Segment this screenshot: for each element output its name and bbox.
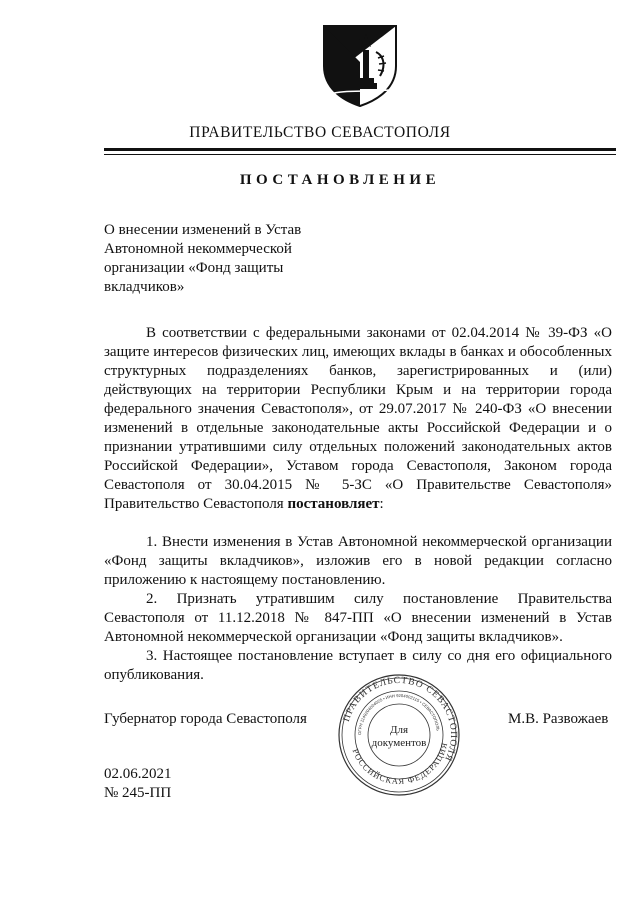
preamble-paragraph: [104, 324, 612, 514]
item-paragraph: 2. Признать утратившим силу постановление Правительства Севастополя от 11.12.2018 № 847-ПП «О внесении изменений в Устав Автономной некоммерческой организации «Фонд защиты вкладчиков».: [104, 591, 612, 645]
subject-line: организации «Фонд защиты: [104, 260, 284, 276]
document-number: № 245-ПП: [104, 785, 172, 801]
signatory-position: Губернатор города Севастополя: [104, 711, 307, 727]
subject-line: Автономной некоммерческой: [104, 241, 292, 257]
seal-bottom-text: РОССИЙСКАЯ ФЕДЕРАЦИЯ: [350, 740, 450, 787]
seal-outer-text: ПРАВИТЕЛЬСТВО СЕВАСТОПОЛЯ: [341, 675, 459, 764]
document-subject: [104, 221, 324, 297]
official-seal: [336, 672, 462, 798]
seal-center-line2: документов: [371, 737, 427, 749]
document-type-heading: ПОСТАНОВЛЕНИЕ: [239, 172, 441, 188]
document-date: 02.06.2021: [104, 766, 172, 782]
preamble-text: В соответствии с федеральными законами от 02.04.2014 № 39-ФЗ «О защите интересов физических лиц, имеющих вклады в банках и обособленных структурных подразделениях банков, зарегистрированных и (или) действующих на территории Республики Крым и на территории города федерального значения Севастополя», от 29.07.2017 № 240-ФЗ «О внесении изменений в отдельные законодательные акты Российской Федерации и о признании утратившими силу отдельных положений законодательных актов Российской Федерации», Уставом города Севастополя, Законом города Севастополя от 30.04.2015 № 5-ЗС «О Правительстве Севастополя» Правительство Севастополя: [104, 325, 612, 512]
signatory-name: М.В. Развожаев: [508, 711, 609, 727]
item-paragraph: 3. Настоящее постановление вступает в силу со дня его официального опубликования.: [104, 648, 612, 683]
decree-colon: :: [379, 496, 384, 512]
item-paragraph: 1. Внести изменения в Устав Автономной некоммерческой организации «Фонд защиты вкладчиков», изложив его в новой редакции согласно приложению к настоящему постановлению.: [104, 534, 612, 588]
organization-title: ПРАВИТЕЛЬСТВО СЕВАСТОПОЛЯ: [189, 124, 451, 141]
coat-of-arms-icon: [320, 22, 406, 108]
header-divider-thin: [104, 154, 616, 155]
seal-inner-text: ОГРН 1149204004025 • ИНН 9204002115 • СЕВАСТОПОЛЬ: [356, 692, 441, 736]
decree-word: постановляет: [287, 496, 380, 512]
header-divider-thick: [104, 148, 616, 151]
subject-line: О внесении изменений в Устав: [104, 222, 302, 238]
subject-line: вкладчиков»: [104, 279, 185, 295]
seal-center-line1: Для: [389, 724, 409, 736]
document-body: [104, 324, 612, 685]
